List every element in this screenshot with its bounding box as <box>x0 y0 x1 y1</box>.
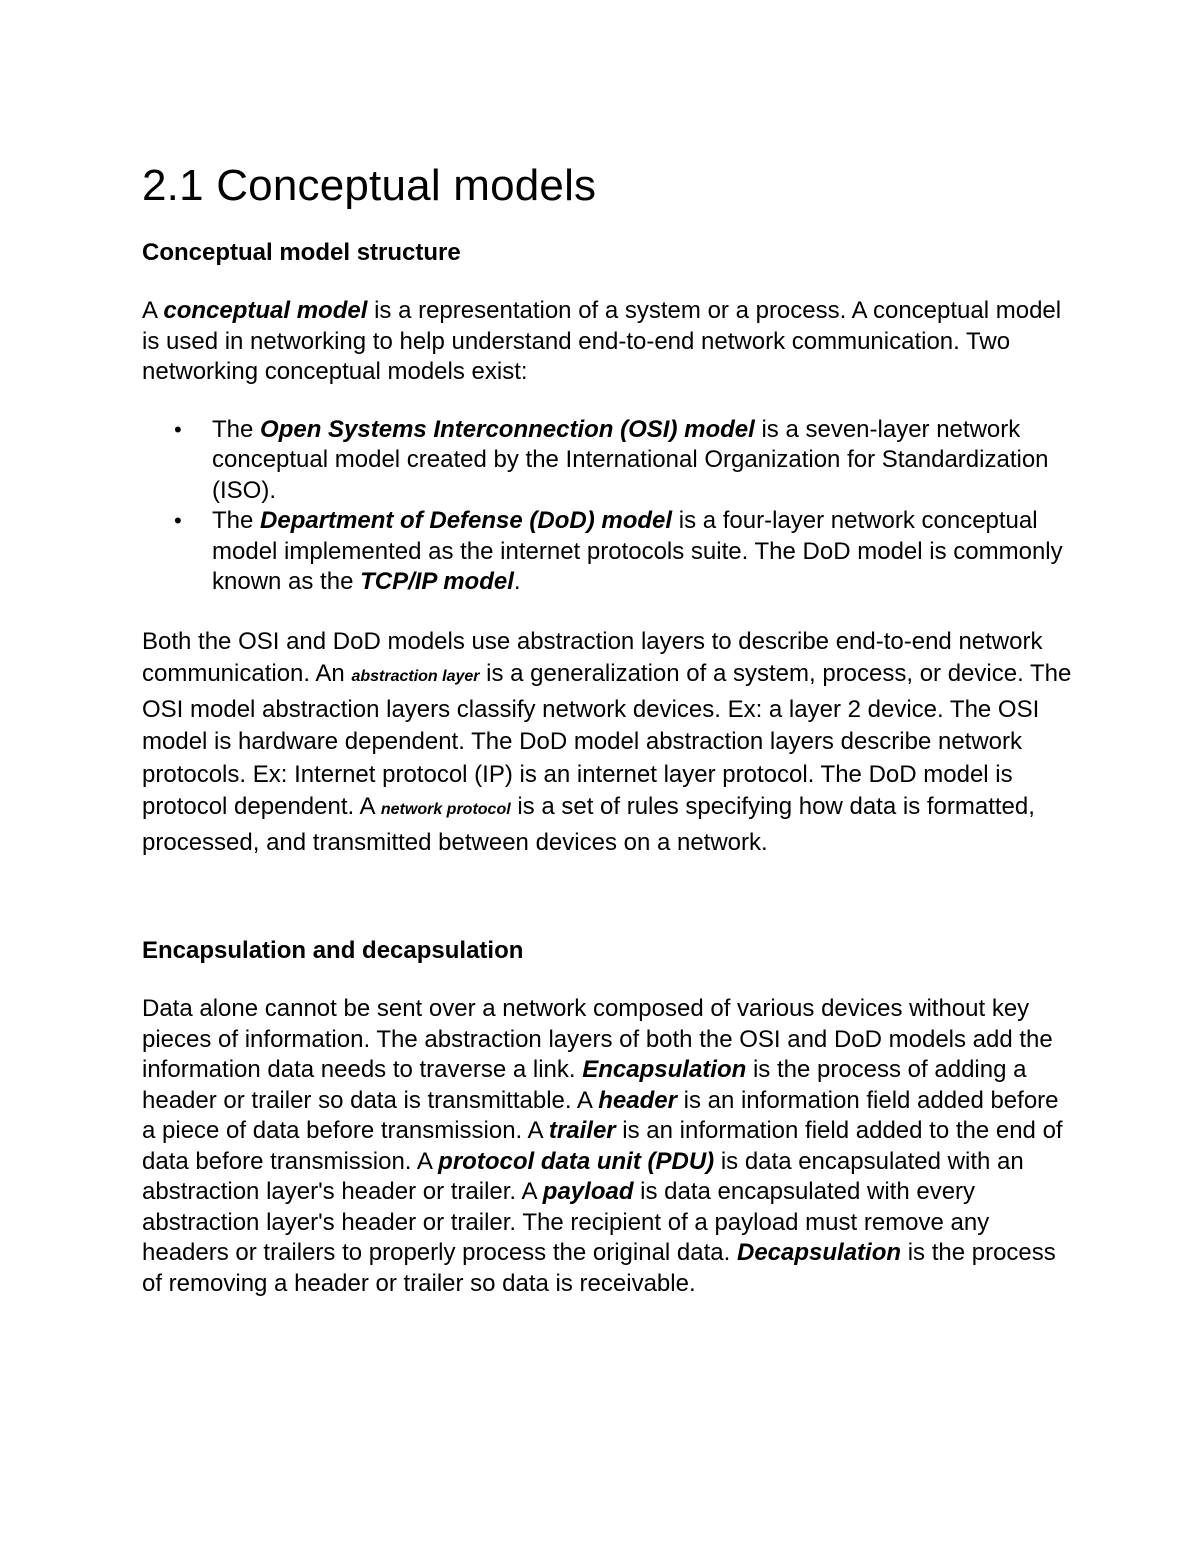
abstraction-paragraph <box>142 626 1072 860</box>
encap-text-1: Data alone cannot be sent over a network composed of various devices without key pieces of information. The abstraction layers of both the OSI and DoD models add the information data needs to traverse a link. <box>142 995 1053 1083</box>
encap-text-2: is the process of adding a header or trailer so data is transmittable. A <box>142 1056 1027 1114</box>
term-dod-model: Department of Defense (DoD) model <box>260 507 673 534</box>
encap-text-7: is the process of removing a header or trailer so data is receivable. <box>142 1239 1056 1297</box>
term-abstraction-layer: abstraction layer <box>351 668 480 685</box>
osi-text-1: The <box>212 415 261 443</box>
term-conceptual-model: conceptual model <box>163 297 368 324</box>
encap-text-5: is data encapsulated with an abstraction layer's header or trailer. A <box>142 1147 1024 1205</box>
bullet-icon: • <box>174 416 182 442</box>
document-page <box>142 158 1072 1299</box>
term-pdu: protocol data unit (PDU) <box>438 1147 715 1175</box>
dod-text-1: The <box>212 507 261 534</box>
abstraction-text-3: is a set of rules specifying how data is formatted, processed, and transmitted between devices on a network. <box>142 793 1035 856</box>
intro-paragraph <box>142 296 1072 388</box>
dod-text-3: . <box>513 568 521 595</box>
term-encapsulation: Encapsulation <box>582 1056 747 1083</box>
term-header: header <box>598 1086 677 1114</box>
abstraction-text-2: is a generalization of a system, process, or device. The OSI model abstraction layers classify network devices. Ex: a layer 2 device. The OSI model is hardware dependent. The DoD model abstraction layers describe network protocols. Ex: Internet protocol (IP) is an internet layer protocol. The DoD model is protocol dependent. A <box>142 660 1072 820</box>
abstraction-text-1: Both the OSI and DoD models use abstraction layers to describe end-to-end network communication. An <box>142 627 1043 687</box>
models-list <box>142 415 1072 598</box>
encap-text-4: is an information field added to the end of data before transmission. A <box>142 1117 1063 1175</box>
term-decapsulation: Decapsulation <box>736 1239 902 1266</box>
dod-text-2: is a four-layer network conceptual model implemented as the internet protocols suite. The DoD model is commonly known as the <box>212 507 1063 595</box>
term-payload: payload <box>542 1178 634 1205</box>
term-osi-model: Open Systems Interconnection (OSI) model <box>260 415 755 443</box>
list-item-osi-model <box>142 415 1072 507</box>
section-heading-conceptual-model-structure: Conceptual model structure <box>142 239 461 266</box>
page-title: 2.1 Conceptual models <box>142 161 597 210</box>
bullet-icon: • <box>174 508 182 533</box>
osi-text-2: is a seven-layer network conceptual model created by the International Organization for Standardization (ISO). <box>212 415 1049 504</box>
encapsulation-paragraph <box>142 994 1072 1299</box>
intro-text-1: A <box>142 297 164 324</box>
encap-text-3: is an information field added before a piece of data before transmission. A <box>142 1086 1059 1144</box>
term-tcp-ip-model: TCP/IP model <box>360 568 514 595</box>
intro-text-2: is a representation of a system or a process. A conceptual model is used in networking to help understand end-to-end network communication. Two networking conceptual models exist: <box>142 297 1062 385</box>
encap-text-6: is data encapsulated with every abstraction layer's header or trailer. The recipient of a payload must remove any headers or trailers to properly process the original data. <box>142 1178 990 1266</box>
list-item-dod-model <box>142 506 1072 598</box>
term-network-protocol: network protocol <box>380 801 511 818</box>
term-trailer: trailer <box>548 1117 616 1144</box>
section-heading-encapsulation: Encapsulation and decapsulation <box>142 937 524 964</box>
